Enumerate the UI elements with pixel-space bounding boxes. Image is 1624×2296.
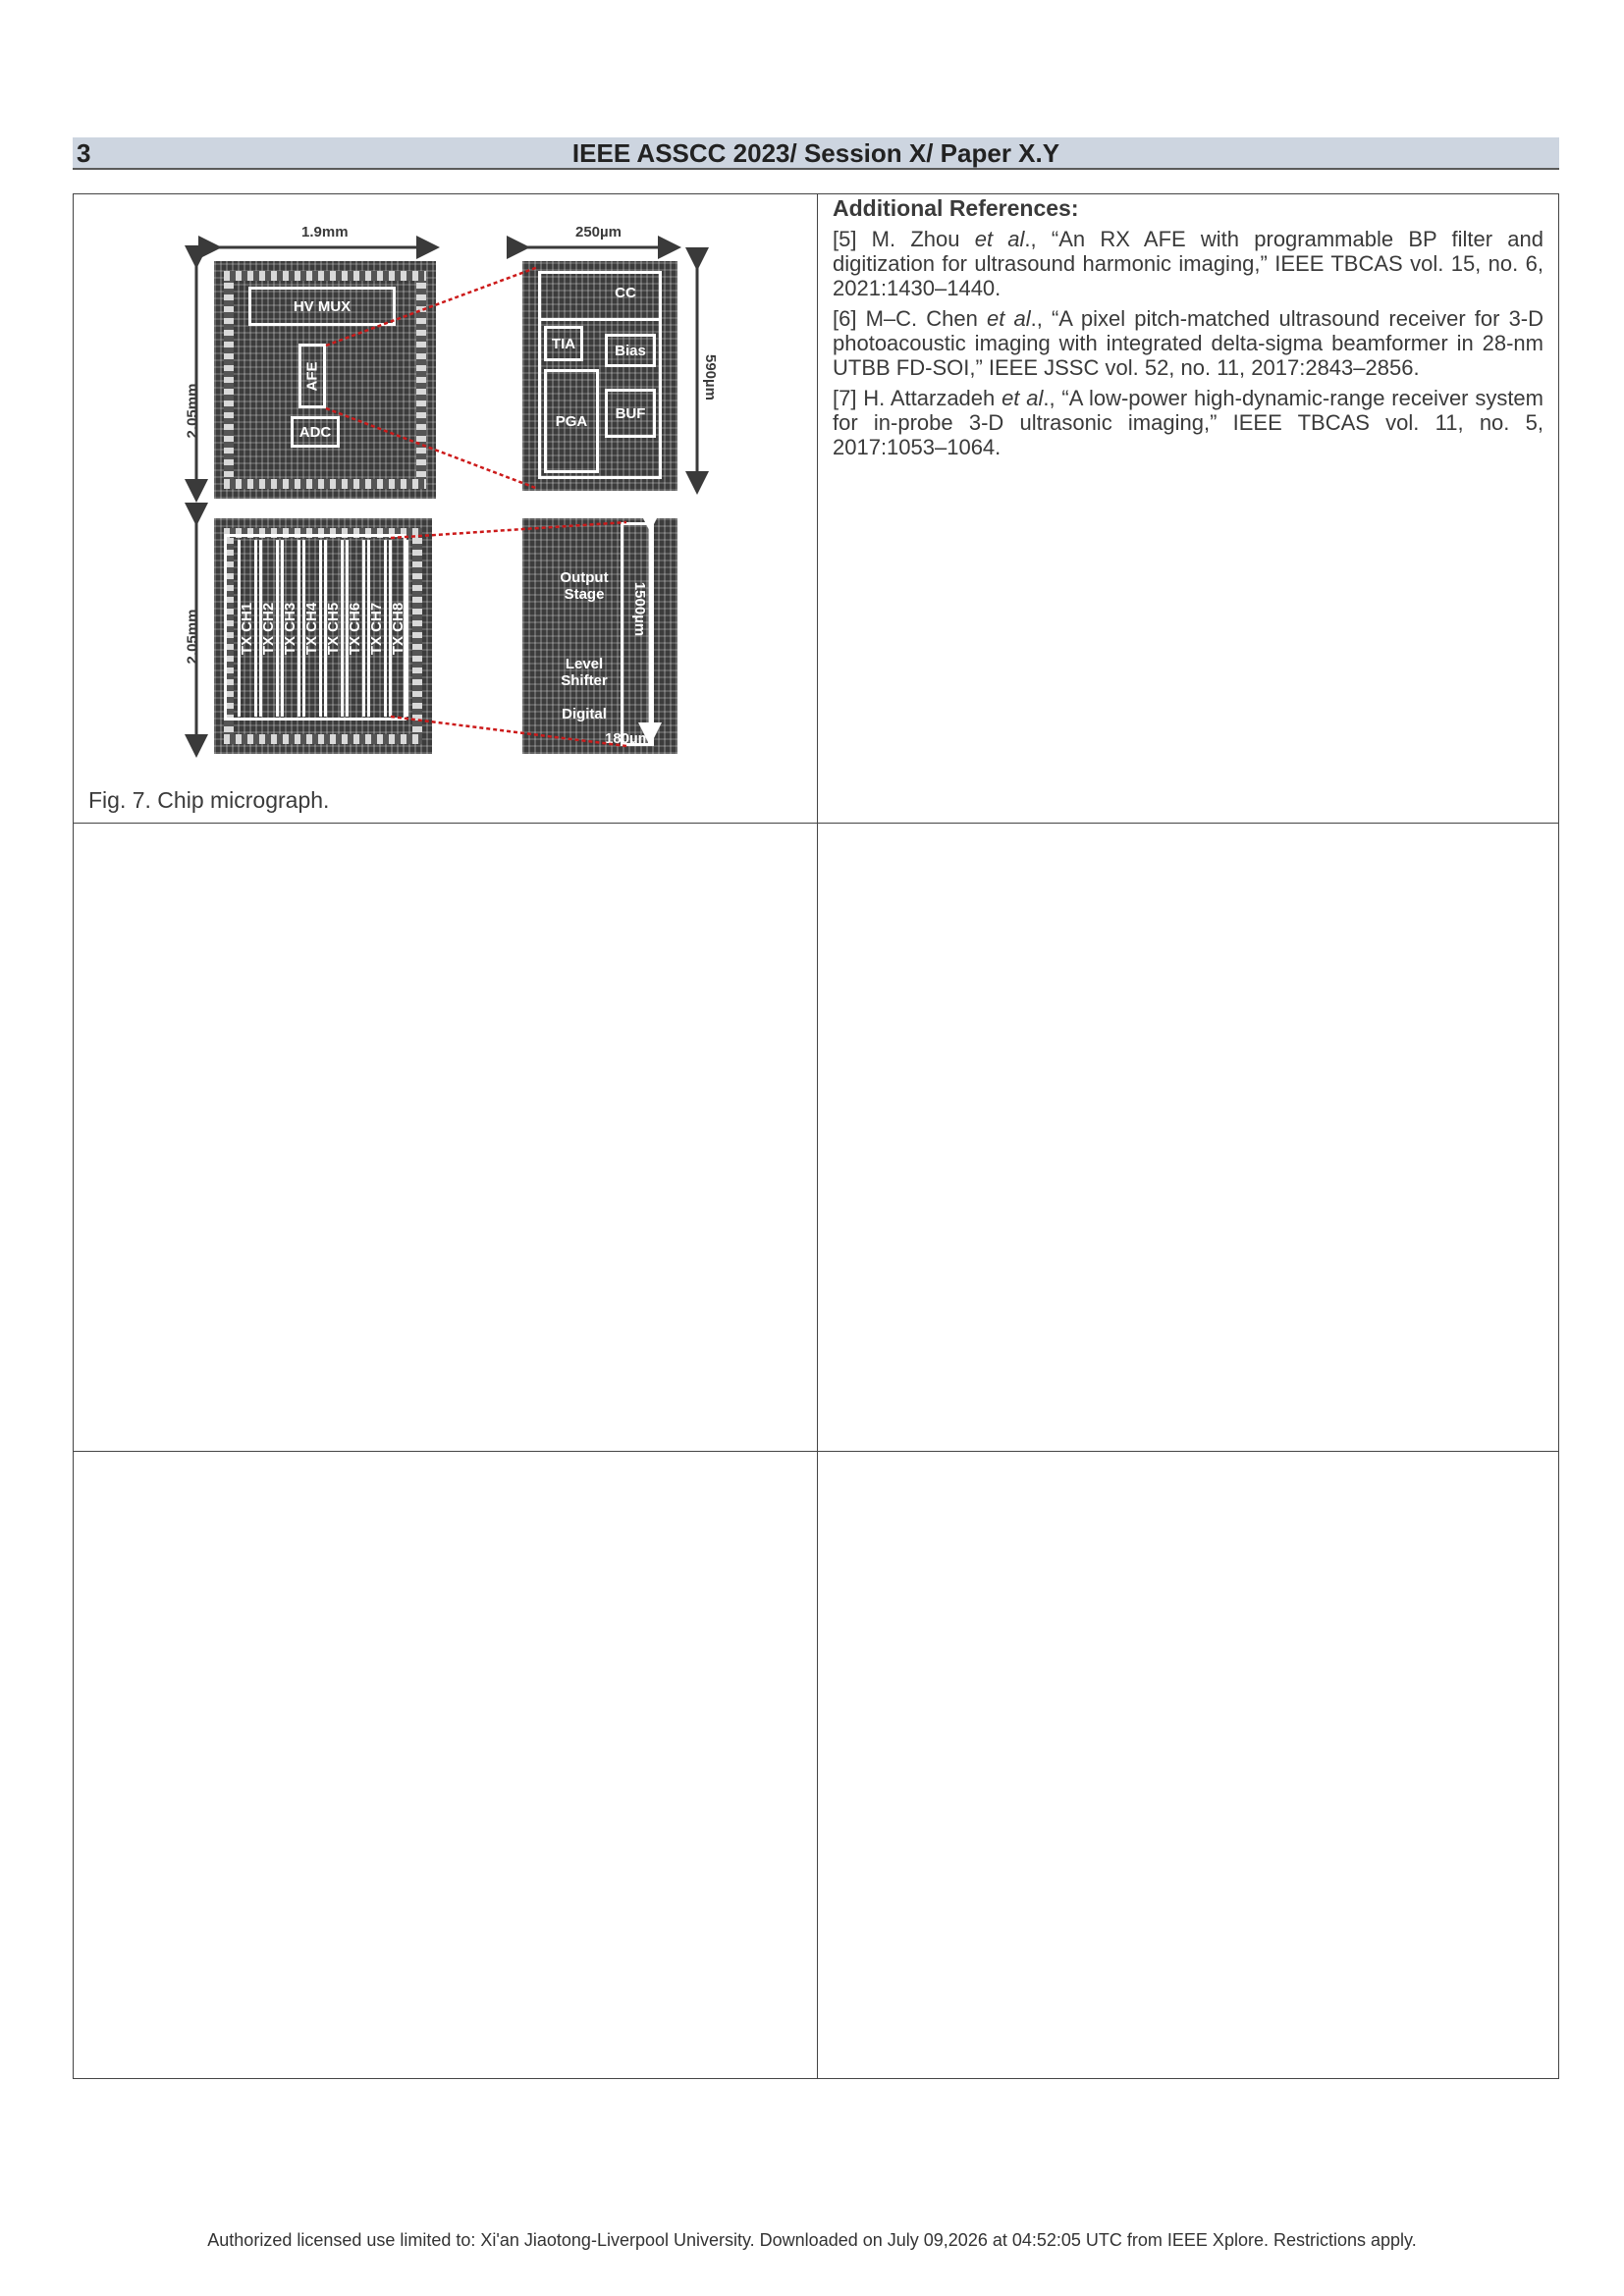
tx-ch7-label: TX CH7 <box>368 602 386 655</box>
adc-label: ADC <box>298 423 332 441</box>
tx-detail-height-label: 1500µm <box>631 581 649 637</box>
output-stage-label: Output Stage <box>560 569 609 603</box>
reference-5: [5] M. Zhou et al., “An RX AFE with programmable BP filter and digitization for ultrasound harmonic imaging,” IEEE TBCAS vol. 15, no. 6, 2021:1430–1440. <box>833 227 1543 300</box>
tx-ch8-label: TX CH8 <box>390 602 407 655</box>
level-shifter-label: Level Shifter <box>561 656 608 689</box>
top-chip-height-label: 2.05mm <box>184 383 201 439</box>
tx-ch4-label: TX CH4 <box>303 602 321 655</box>
buf-label: BUF <box>615 404 646 422</box>
tx-ch6-label: TX CH6 <box>347 602 364 655</box>
cc-label: CC <box>615 284 636 301</box>
bottom-chip-height-label: 2.05mm <box>184 609 201 665</box>
tx-ch2-label: TX CH2 <box>260 602 278 655</box>
header-title: IEEE ASSCC 2023/ Session X/ Paper X.Y <box>571 138 1060 168</box>
references-heading: Additional References: <box>833 195 1079 221</box>
pga-label: PGA <box>555 412 588 430</box>
tx-ch1-label: TX CH1 <box>239 602 256 655</box>
reference-6: [6] M–C. Chen et al., “A pixel pitch-matched ultrasound receiver for 3-D photoacoustic imaging with integrated delta-sigma beamformer in 28-nm UTBB FD-SOI,” IEEE JSSC vol. 52, no. 11, 2017:2843–2856. <box>833 306 1544 380</box>
bias-label: Bias <box>615 342 646 359</box>
tia-label: TIA <box>551 335 576 352</box>
afe-detail-height-label: 590µm <box>702 353 720 401</box>
additional-references <box>833 196 1543 465</box>
afe-zoom-line-bottom <box>326 408 538 489</box>
page-number: 3 <box>77 138 91 168</box>
digital-label: Digital <box>562 705 607 722</box>
tx-zoom-line-bottom <box>391 717 626 746</box>
figure-caption: Fig. 7. Chip micrograph. <box>88 787 330 813</box>
license-footer: Authorized licensed use limited to: Xi'an Jiaotong-Liverpool University. Downloaded on July 09,2026 at 04:52:05 UTC from IEEE Xplore. Restrictions apply. <box>207 2230 1417 2250</box>
afe-detail-width-label: 250µm <box>575 224 623 240</box>
afe-label: AFE <box>303 361 321 391</box>
top-chip-width-label: 1.9mm <box>301 224 349 240</box>
tx-ch5-label: TX CH5 <box>325 602 343 655</box>
reference-7: [7] H. Attarzadeh et al., “A low-power high-dynamic-range receiver system for in-probe 3-D ultrasonic imaging,” IEEE TBCAS vol. 11, no. 5, 2017:1053–1064. <box>833 386 1543 459</box>
row-divider-2 <box>74 1451 1558 1452</box>
afe-zoom-line-top <box>326 267 538 346</box>
tx-detail-width-label: 180µm <box>605 730 652 747</box>
tx-zoom-line-top <box>391 522 626 538</box>
tx-ch3-label: TX CH3 <box>282 602 299 655</box>
hv-mux-label: HV MUX <box>293 297 352 315</box>
